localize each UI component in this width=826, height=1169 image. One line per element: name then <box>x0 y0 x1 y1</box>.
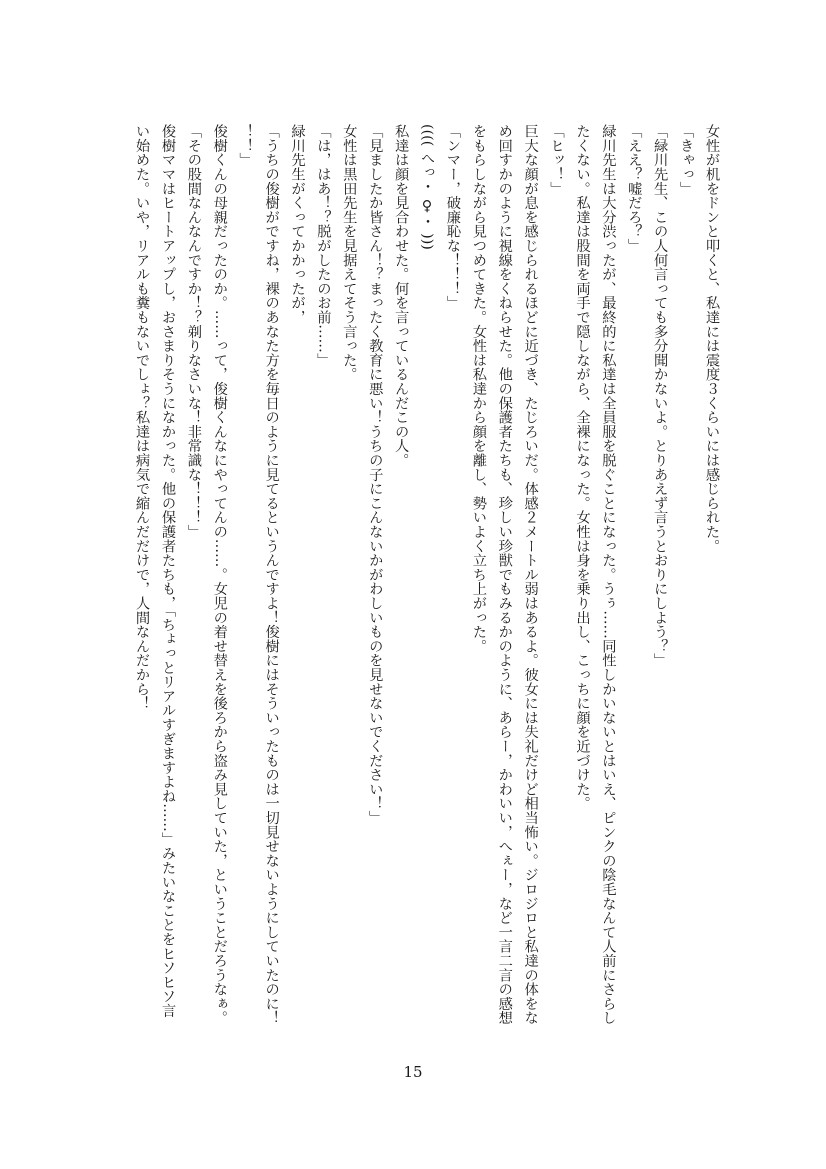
paragraph-12: 女性は黒田先生を見据えてそう言った。 <box>341 124 358 382</box>
paragraph-5: 緑川先生は大分渋ったが、最終的に私達は全員服を脱ぐことになった。うぅ……同性しかいないとはいえ、ピンクの陰毛なんて人前にさらしたくない。私達は股間を両手で隠しながら、全裸になった。女性は身を乗り出し、こっちに顔を近づけた。 <box>574 124 617 1025</box>
paragraph-2: 「きゃっ」 <box>678 124 695 196</box>
paragraph-15: 「うちの俊樹がですね，裸のあなた方を毎日のように見てるというんですよ！俊樹にはそういったものは一切見せないようにしていたのに！！！」 <box>237 124 280 1025</box>
paragraph-17: 「その股間なんなんですか！？剃りなさいな！非常識な！！！」 <box>185 124 202 539</box>
paragraph-8: 「ンマー，破廉恥な！！！」 <box>444 124 461 310</box>
paragraph-13: 「は，はあ！？脱がしたのお前……」 <box>315 124 332 368</box>
paragraph-9: (((( へっ・ ♀・ ))) <box>419 124 436 250</box>
paragraph-7: 巨大な顔が息を感じられるほどに近づき、たじろいだ。体感２メートル弱はあるよ。彼女には失礼だけど相当怖い。ジロジロと私達の体をなめ回すかのように視線をくねらせた。他の保護者たちも、珍しい珍獣でもみるかのように、あらー，かわいい，へぇー，など一言二言の感想をもらしながら見つめてきた。女性は私達から顔を離し、勢いよく立ち上がった。 <box>470 124 539 1025</box>
paragraph-6: 「ヒッ！」 <box>548 124 565 196</box>
page-number: 15 <box>403 1063 423 1081</box>
paragraph-1: 女性が机をドンと叩くと、私達には震度３くらいには感じられた。 <box>704 124 720 553</box>
vertical-text-body <box>124 124 724 1029</box>
paragraph-14: 緑川先生がくってかかったが， <box>289 124 306 325</box>
paragraph-4: 「ええ？嘘だろ？」 <box>626 124 643 253</box>
paragraph-11: 「見ましたか皆さん！？まったく教育に悪い！うちの子にこんないかがわしいものを見せないでください！」 <box>367 124 384 825</box>
paragraph-3: 「緑川先生、この人何言っても多分聞かないよ。とりあえず言うとおりにしよう？」 <box>652 124 669 668</box>
paragraph-16: 俊樹くんの母親だったのか。……って，俊樹くんなにやってんの……。女児の着せ替えを後ろから盗み見していた，ということだろうなぁ。 <box>211 124 228 1025</box>
paragraph-18: 俊樹ママはヒートアップし，おさまりそうになかった。他の保護者たちも，「ちょっとリアルすぎますよね……」みたいなことをヒソヒソ言い始めた。いや，リアルも糞もないでしょ？私達は病気で縮んだだけで，人間なんだから！ <box>134 124 176 1018</box>
paragraph-10: 私達は顔を見合わせた。何を言っているんだこの人。 <box>393 124 410 468</box>
